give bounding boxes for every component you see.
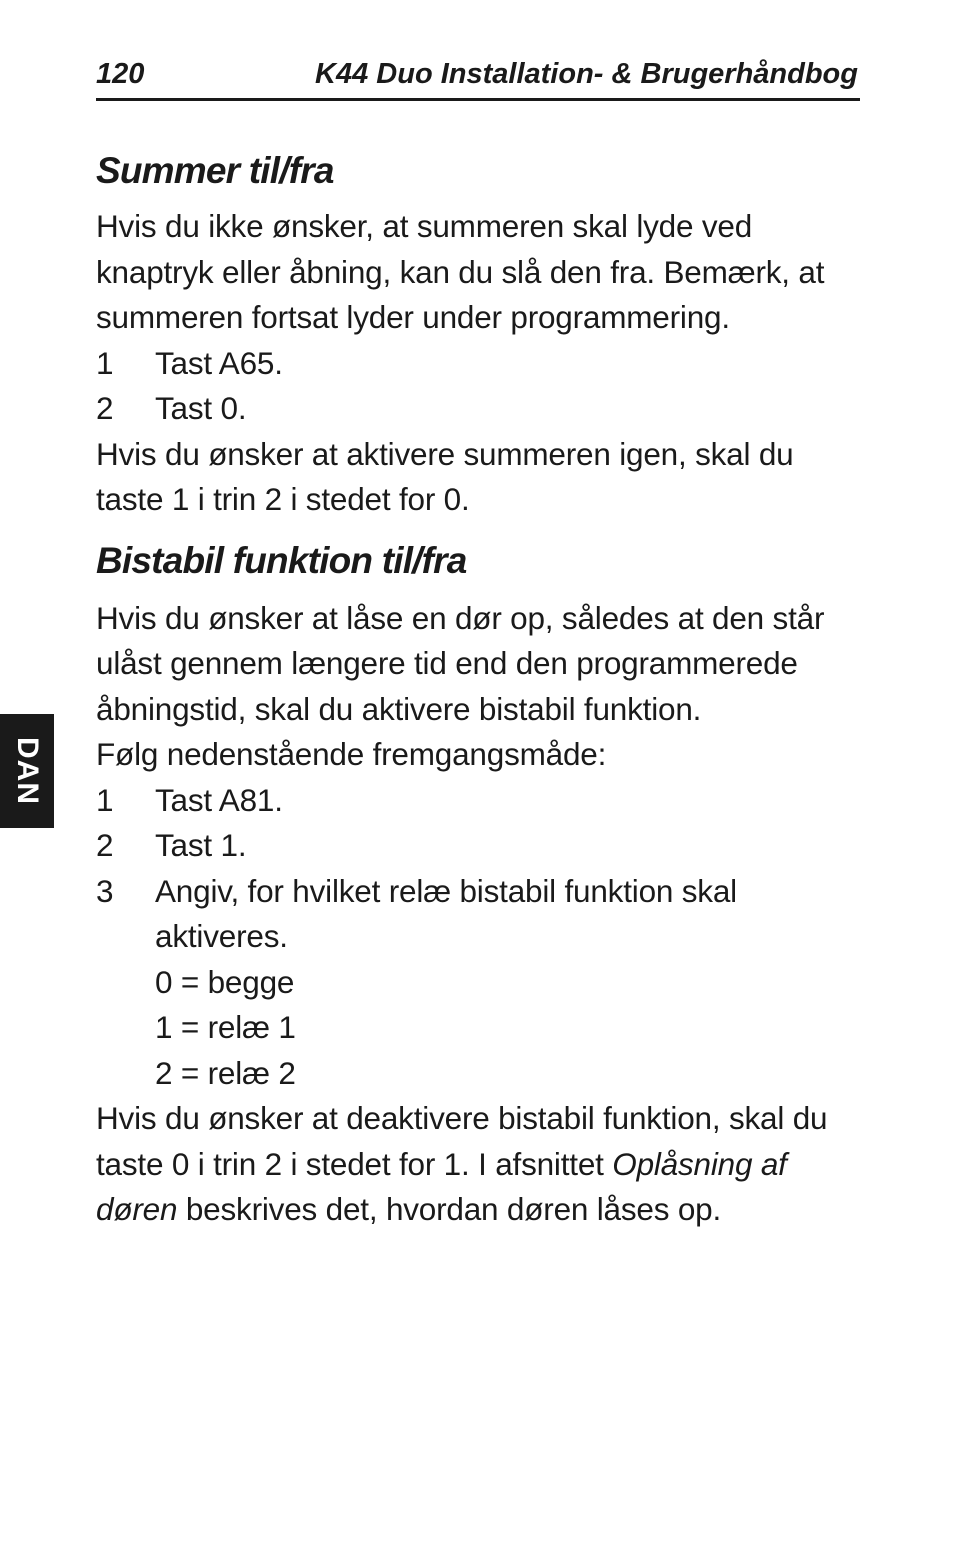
step-item (96, 823, 866, 869)
outro-text: Hvis du ønsker at deaktivere bistabil funktion, skal du taste 0 i trin 2 i stedet for 1. I afsnittet (96, 1100, 828, 1182)
page-content (96, 146, 866, 1233)
language-tab-label: DAN (11, 737, 44, 805)
section-heading-bistable: Bistabil funktion til/fra (96, 539, 467, 581)
relay-option: 2 = relæ 2 (155, 1054, 296, 1091)
section-heading-buzzer: Summer til/fra (96, 150, 334, 191)
page-number: 120 (96, 58, 145, 90)
step-number: 2 (96, 390, 114, 426)
running-title: K44 Duo Installation- & Brugerhåndbog (315, 58, 858, 90)
outro-text: beskrives det, hvordan døren låses op. (177, 1191, 722, 1227)
section-outro-buzzer: Hvis du ønsker at aktivere summeren igen, skal du taste 1 i trin 2 i stedet for 0. (96, 435, 794, 517)
step-item (96, 386, 866, 432)
step-number: 1 (96, 344, 114, 381)
step-text: Tast A81. (155, 781, 283, 818)
relay-option: 0 = begge (155, 963, 295, 1000)
section-intro-buzzer: Hvis du ikke ønsker, at summeren skal lyde ved knaptryk eller åbning, kan du slå den fra. Bemærk, at summeren fortsat lyder under programmering. (96, 208, 825, 335)
language-tab (0, 714, 54, 828)
relay-option: 1 = relæ 1 (155, 1009, 296, 1045)
section-intro-bistable: Hvis du ønsker at låse en dør op, således at den står ulåst gennem længere tid end den programmerede åbningstid, skal du aktivere bistabil funktion. (96, 599, 825, 727)
step-number: 2 (96, 827, 114, 863)
section-outro-bistable (96, 1096, 866, 1233)
step-text: Tast 1. (155, 827, 247, 863)
step-text: Tast A65. (155, 344, 283, 381)
step-item (96, 869, 866, 960)
step-number: 1 (96, 781, 114, 818)
step-text: Angiv, for hvilket relæ bistabil funktion skal aktiveres. (155, 872, 737, 954)
step-item (96, 341, 866, 387)
step-text: Tast 0. (155, 390, 247, 426)
step-item (96, 778, 866, 824)
step-number: 3 (96, 872, 114, 909)
section-intro2-bistable: Følg nedenstående fremgangsmåde: (96, 736, 607, 772)
page-header (96, 56, 860, 101)
cross-reference: Oplåsning af døren (96, 1145, 787, 1227)
